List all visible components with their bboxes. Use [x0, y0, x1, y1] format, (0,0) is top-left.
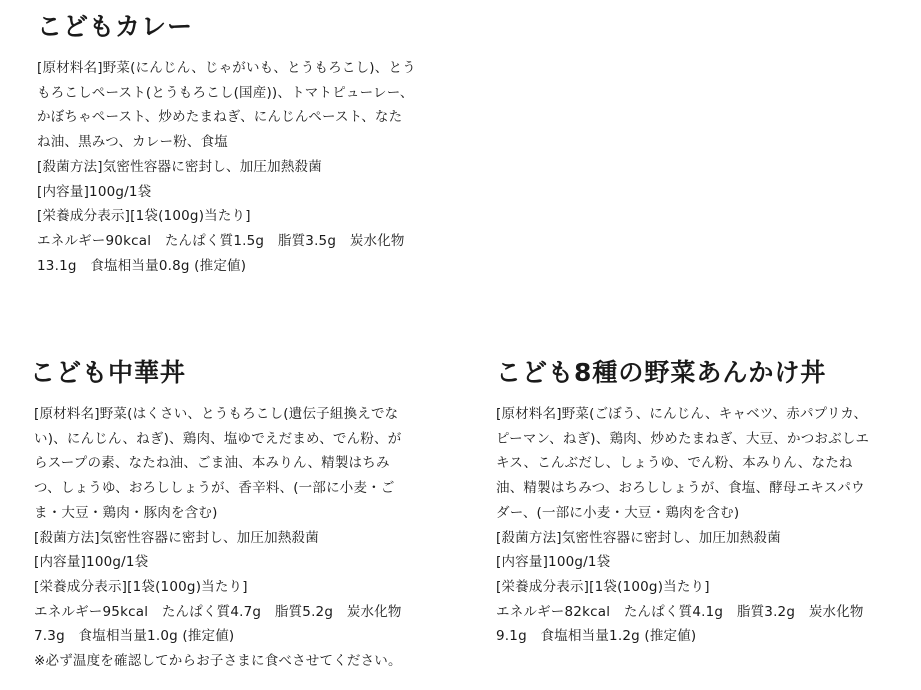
ingredients-line: かぼちゃペースト、炒めたまねぎ、にんじんペースト、なた — [37, 109, 403, 126]
nutrition-header: [栄養成分表示][1袋(100g)当たり] — [496, 578, 710, 595]
nutrition-values: 7.3g 食塩相当量1.0g (推定値) — [34, 628, 235, 645]
product-block-chukadon — [30, 356, 450, 674]
nutrition-values: エネルギー90kcal たんぱく質1.5g 脂質3.5g 炭水化物 — [37, 232, 405, 249]
nutrition-values: エネルギー82kcal たんぱく質4.1g 脂質3.2g 炭水化物 — [496, 603, 864, 620]
ingredients-line: [原材料名]野菜(にんじん、じゃがいも、とうもろこし)、とう — [37, 60, 416, 76]
sterilization-method: [殺菌方法]気密性容器に密封し、加圧加熱殺菌 — [37, 158, 322, 175]
product-title: こども8種の野菜あんかけ丼 — [496, 358, 827, 387]
product-title: こども中華丼 — [30, 358, 187, 387]
nutrition-header: [栄養成分表示][1袋(100g)当たり] — [34, 578, 248, 595]
ingredients-line: キス、こんぶだし、しょうゆ、でん粉、本みりん、なたね — [496, 455, 853, 472]
product-block-curry — [37, 10, 447, 278]
ingredients-line: い)、にんじん、ねぎ)、鶏肉、塩ゆでえだまめ、でん粉、が — [34, 430, 402, 447]
content-amount: [内容量]100g/1袋 — [37, 183, 152, 200]
ingredients-line: ピーマン、ねぎ)、鶏肉、炒めたまねぎ、大豆、かつおぶしエ — [496, 430, 870, 447]
temperature-note: ※必ず温度を確認してからお子さまに食べさせてください。 — [34, 653, 402, 670]
ingredients-line: ね油、黒みつ、カレー粉、食塩 — [37, 134, 228, 151]
nutrition-header: [栄養成分表示][1袋(100g)当たり] — [37, 208, 251, 225]
ingredients-line: 油、精製はちみつ、おろししょうが、食塩、酵母エキスパウ — [496, 480, 865, 497]
product-title: こどもカレー — [37, 12, 194, 41]
ingredients-line: [原材料名]野菜(はくさい、とうもろこし(遺伝子組換えでな — [34, 406, 399, 422]
ingredients-line: つ、しょうゆ、おろししょうが、香辛料、(一部に小麦・ご — [34, 480, 395, 497]
ingredients-line: らスープの素、なたね油、ごま油、本みりん、精製はちみ — [34, 455, 390, 472]
ingredients-line: [原材料名]野菜(ごぼう、にんじん、キャベツ、赤パプリカ、 — [496, 406, 868, 422]
ingredients-line: もろこしペースト(とうもろこし(国産))、トマトピューレー、 — [37, 84, 414, 101]
nutrition-values: エネルギー95kcal たんぱく質4.7g 脂質5.2g 炭水化物 — [34, 603, 402, 620]
ingredients-line: ま・大豆・鶏肉・豚肉を含む) — [34, 504, 218, 521]
product-block-vegetable-ankake — [496, 356, 906, 649]
nutrition-values: 13.1g 食塩相当量0.8g (推定値) — [37, 257, 247, 274]
sterilization-method: [殺菌方法]気密性容器に密封し、加圧加熱殺菌 — [496, 529, 781, 546]
nutrition-values: 9.1g 食塩相当量1.2g (推定値) — [496, 628, 697, 645]
sterilization-method: [殺菌方法]気密性容器に密封し、加圧加熱殺菌 — [34, 529, 319, 546]
ingredients-line: ダー、(一部に小麦・大豆・鶏肉を含む) — [496, 504, 740, 521]
content-amount: [内容量]100g/1袋 — [34, 554, 149, 571]
content-amount: [内容量]100g/1袋 — [496, 554, 611, 571]
